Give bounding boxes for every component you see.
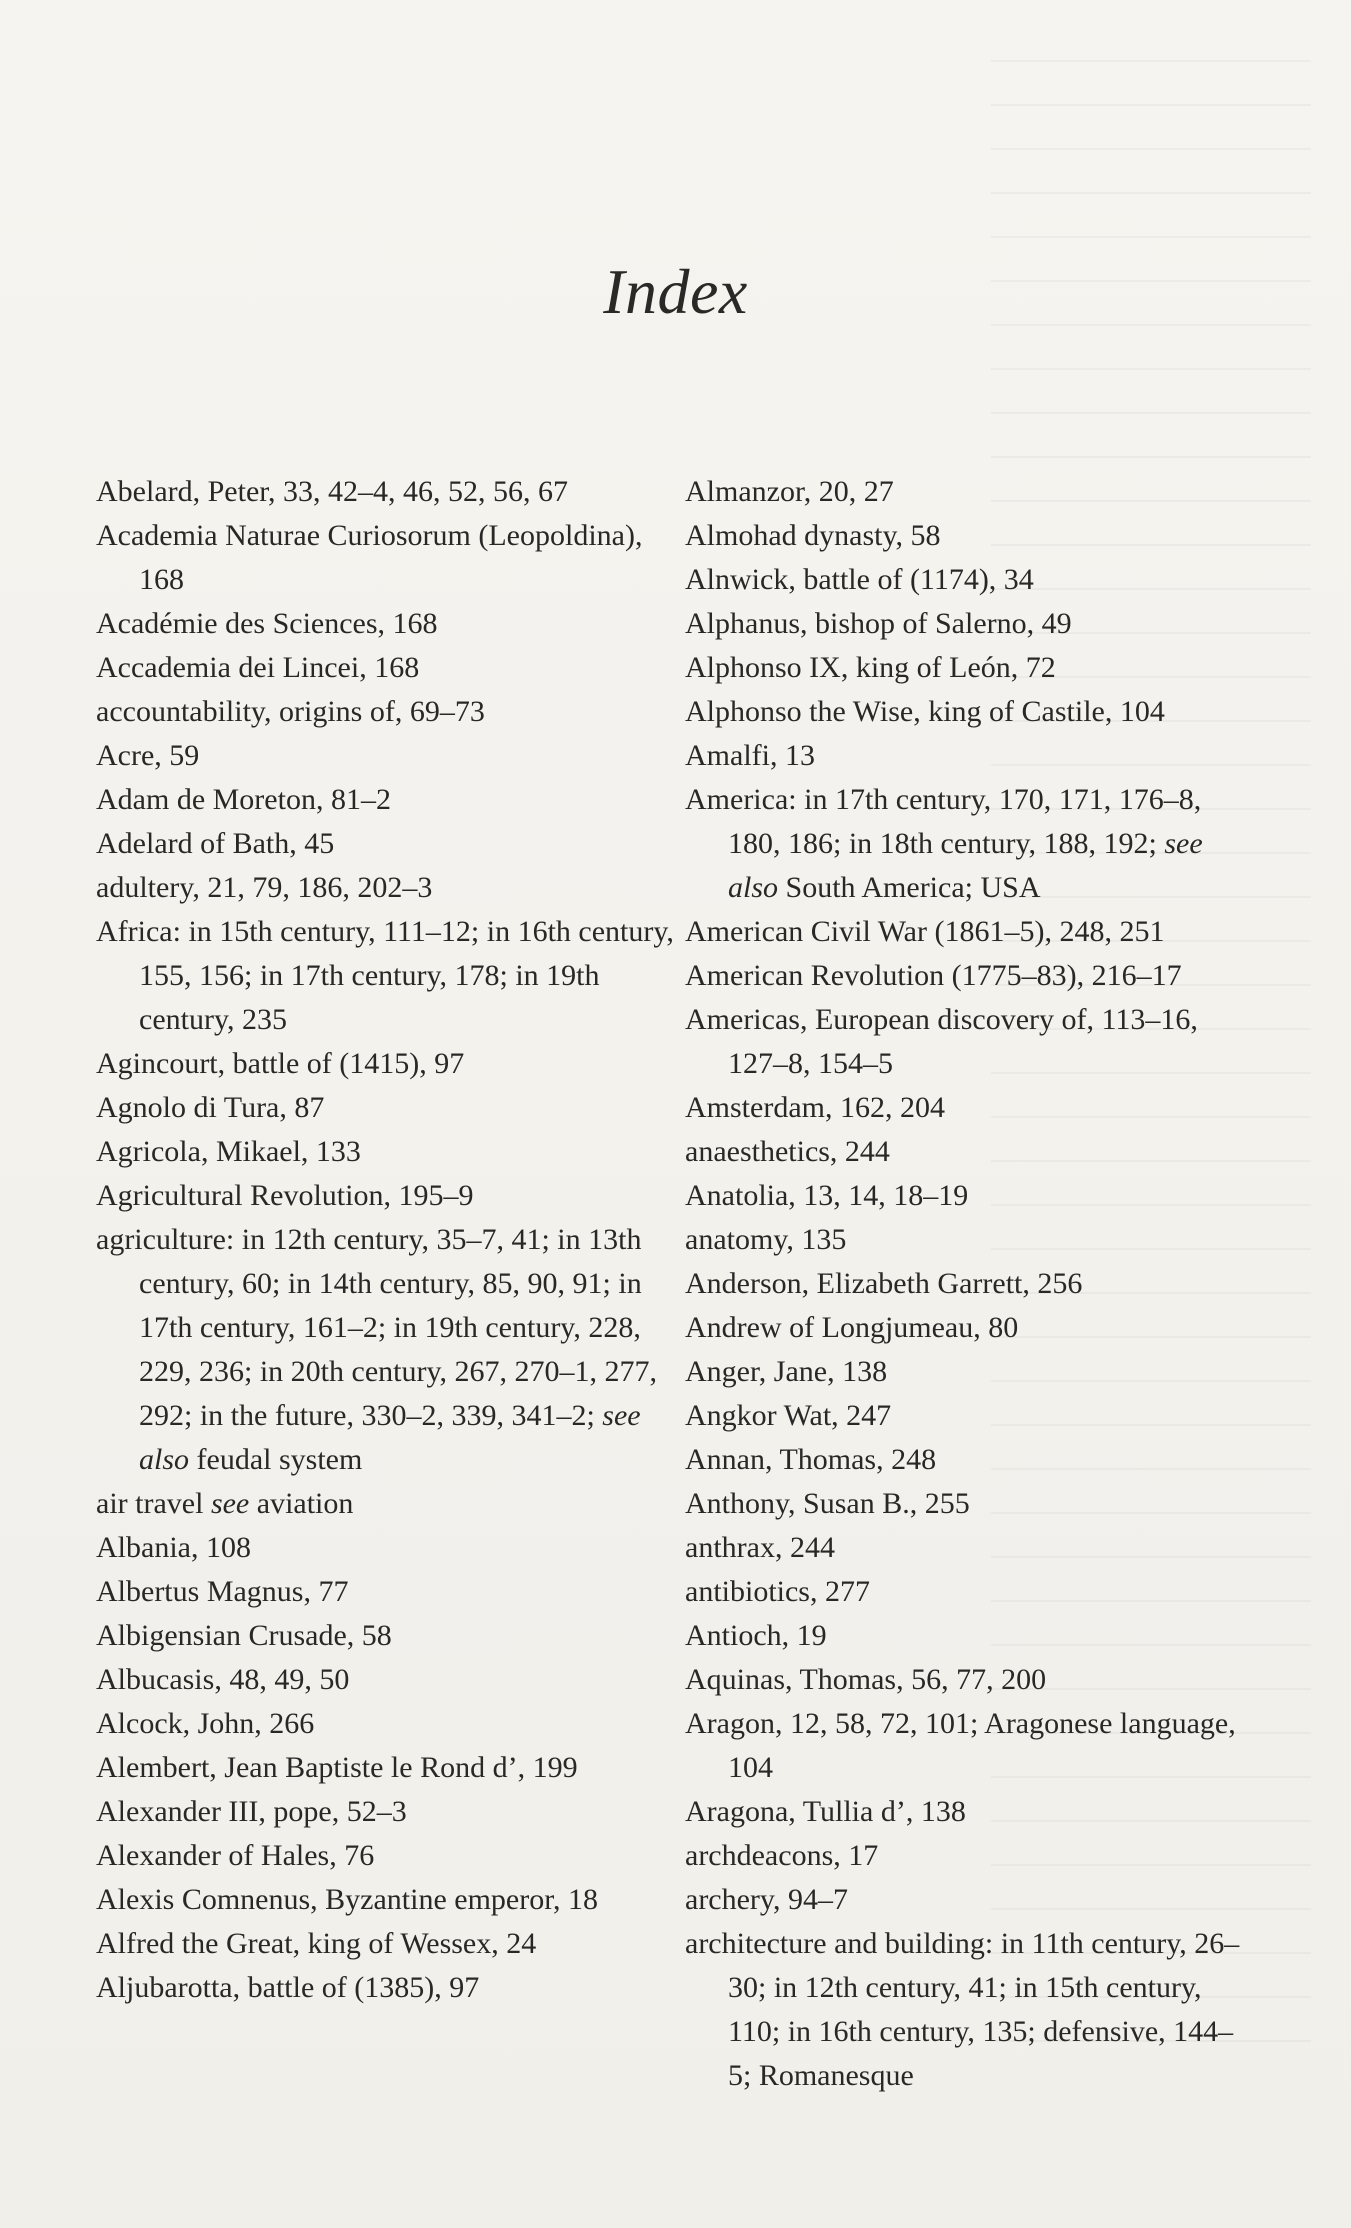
index-entry: Anderson, Elizabeth Garrett, 256 [685,1267,1083,1300]
index-entry: Annan, Thomas, 248 [685,1443,937,1476]
index-entry: Acre, 59 [96,739,200,772]
index-entry: Alphanus, bishop of Salerno, 49 [685,607,1072,640]
index-entry: Albigensian Crusade, 58 [96,1619,392,1652]
index-entry: Adelard of Bath, 45 [96,827,335,860]
index-entry: Alcock, John, 266 [96,1707,315,1740]
index-entry: Antioch, 19 [685,1619,827,1652]
index-entry: Alembert, Jean Baptiste le Rond d’, 199 [96,1751,578,1784]
index-entry: Agnolo di Tura, 87 [96,1091,325,1124]
index-entry: anatomy, 135 [685,1223,847,1256]
index-entry: Amsterdam, 162, 204 [685,1091,945,1124]
index-entry: Accademia dei Lincei, 168 [96,651,420,684]
index-entry: antibiotics, 277 [685,1575,870,1608]
index-entry: Angkor Wat, 247 [685,1399,892,1432]
index-entry: Adam de Moreton, 81–2 [96,783,391,816]
index-entry: Alexis Comnenus, Byzantine emperor, 18 [96,1883,599,1916]
cross-reference-label: see also [139,1399,641,1476]
index-entry: Alphonso the Wise, king of Castile, 104 [685,695,1165,728]
index-entry: Alphonso IX, king of León, 72 [685,651,1056,684]
index-entry: American Revolution (1775–83), 216–17 [685,959,1182,992]
index-entry: Academia Naturae Curiosorum (Leopoldina), 168 [96,519,643,596]
index-entry: Almanzor, 20, 27 [685,475,894,508]
index-entry: Americas, European discovery of, 113–16, 127–8, 154–5 [685,1003,1198,1080]
index-entry: American Civil War (1861–5), 248, 251 [685,915,1165,948]
index-entry: Académie des Sciences, 168 [96,607,438,640]
index-entry: Albucasis, 48, 49, 50 [96,1663,350,1696]
index-entry: Aragona, Tullia d’, 138 [685,1795,966,1828]
index-entry: architecture and building: in 11th century, 26–30; in 12th century, 41; in 15th century, 110; in 16th century, 135; defensive, 144–5; Romanesque [685,1927,1240,2092]
index-entry: anaesthetics, 244 [685,1135,890,1168]
index-entry: Alexander III, pope, 52–3 [96,1795,407,1828]
index-entry: adultery, 21, 79, 186, 202–3 [96,871,433,904]
index-entry: Albania, 108 [96,1531,251,1564]
index-entry: Amalfi, 13 [685,739,815,772]
page-title: Index [603,256,748,327]
index-entry: Alexander of Hales, 76 [96,1839,375,1872]
cross-reference-label: see [210,1487,250,1520]
index-entry: anthrax, 244 [685,1531,835,1564]
index-entry: Africa: in 15th century, 111–12; in 16th century, 155, 156; in 17th century, 178; in 19th century, 235 [96,915,674,1036]
index-entry: accountability, origins of, 69–73 [96,695,485,728]
index-entry: archery, 94–7 [685,1883,848,1916]
index-entry: Albertus Magnus, 77 [96,1575,349,1608]
index-entry: Agricultural Revolution, 195–9 [96,1179,474,1212]
index-column-left [96,470,686,2010]
index-entry: Andrew of Longjumeau, 80 [685,1311,1019,1344]
index-entry: Almohad dynasty, 58 [685,519,941,552]
index-entry: agriculture: in 12th century, 35–7, 41; in 13th century, 60; in 14th century, 85, 90, 91; in 17th century, 161–2; in 19th century, 228, 229, 236; in 20th century, 267, 270–1, 277, 292; in the future, 330–2, 339, 341–2; see also feudal system [96,1223,658,1476]
index-entry: Agincourt, battle of (1415), 97 [96,1047,465,1080]
index-entry: Aquinas, Thomas, 56, 77, 200 [685,1663,1047,1696]
index-entry: Anger, Jane, 138 [685,1355,888,1388]
index-entry: air travel see aviation [96,1487,354,1520]
index-entry: Aragon, 12, 58, 72, 101; Aragonese language, 104 [685,1707,1236,1784]
index-entry: Anatolia, 13, 14, 18–19 [685,1179,969,1212]
index-entry: Alnwick, battle of (1174), 34 [685,563,1034,596]
index-entry: Aljubarotta, battle of (1385), 97 [96,1971,480,2004]
index-entry: Agricola, Mikael, 133 [96,1135,361,1168]
index-entry: Alfred the Great, king of Wessex, 24 [96,1927,537,1960]
index-entry: Abelard, Peter, 33, 42–4, 46, 52, 56, 67 [96,475,569,508]
index-entry: archdeacons, 17 [685,1839,879,1872]
cross-reference-label: see also [728,827,1203,904]
index-entry: America: in 17th century, 170, 171, 176–8, 180, 186; in 18th century, 188, 192; see also South America; USA [685,783,1203,904]
index-column-right [685,470,1245,2098]
index-entry: Anthony, Susan B., 255 [685,1487,970,1520]
